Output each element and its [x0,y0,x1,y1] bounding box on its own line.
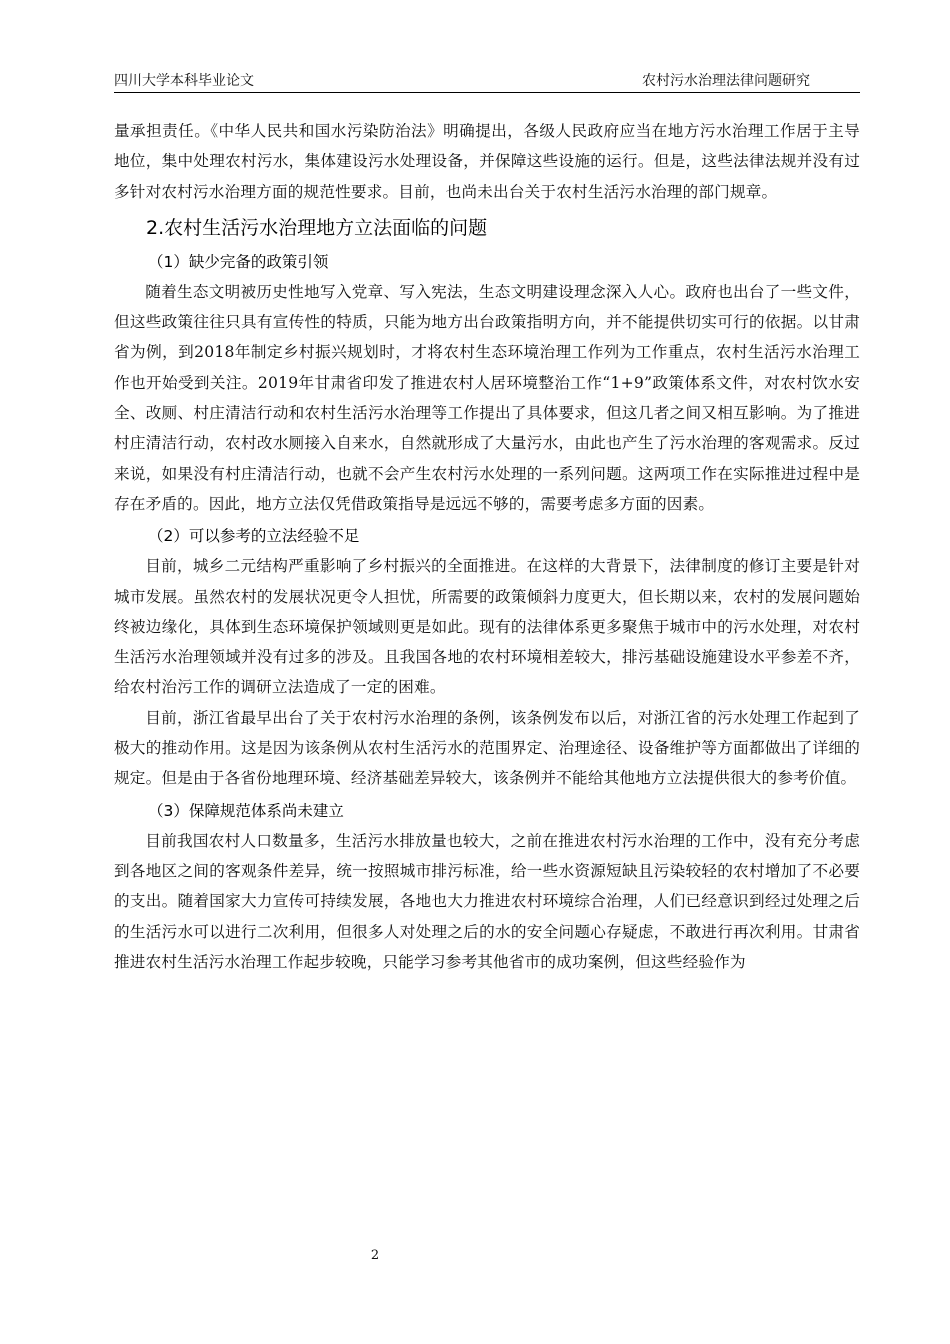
subheading-1: （1）缺少完备的政策引领 [148,252,329,271]
paragraph-4: 目前，浙江省最早出台了关于农村污水治理的条例，该条例发布以后，对浙江省的污水处理工作起到了极大的推动作用。这是因为该条例从农村生活污水的范围界定、治理途径、设备维护等方面都做出了详细的规定。但是由于各省份地理环境、经济基础差异较大，该条例并不能给其他地方立法提供很大的参考价值。 [114,708,860,788]
paragraph-2: 随着生态文明被历史性地写入党章、写入宪法，生态文明建设理念深入人心。政府也出台了一些文件，但这些政策往往只具有宣传性的特质，只能为地方出台政策指明方向，并不能提供切实可行的依据。以甘肃省为例，到2018年制定乡村振兴规划时，才将农村生态环境治理工作列为工作重点，农村生活污水治理工作也开始受到关注。2019年甘肃省印发了推进农村人居环境整治工作“1+9”政策体系文件，对农村饮水安全、改厕、村庄清洁行动和农村生活污水治理等工作提出了具体要求，但这几者之间又相互影响。为了推进村庄清洁行动，农村改水厕接入自来水，自然就形成了大量污水，由此也产生了污水治理的客观需求。反过来说，如果没有村庄清洁行动，也就不会产生农村污水处理的一系列问题。这两项工作在实际推进过程中是存在矛盾的。因此，地方立法仅凭借政策指导是远远不够的，需要考虑多方面的因素。 [114,282,860,513]
paragraph-5: 目前我国农村人口数量多，生活污水排放量也较大，之前在推进农村污水治理的工作中，没有充分考虑到各地区之间的客观条件差异，统一按照城市排污标准，给一些水资源短缺且污染较轻的农村增加了不必要的支出。随着国家大力宣传可持续发展，各地也大力推进农村环境综合治理，人们已经意识到经过处理之后的生活污水可以进行二次利用，但很多人对处理之后的水的安全问题心存疑虑，不敢进行再次利用。甘肃省推进农村生活污水治理工作起步较晚，只能学习参考其他省市的成功案例，但这些经验作为 [114,831,860,971]
subheading-2: （2）可以参考的立法经验不足 [148,527,360,546]
page-number: 2 [370,1248,380,1263]
paragraph-1: 量承担责任。《中华人民共和国水污染防治法》明确提出，各级人民政府应当在地方污水治理工作居于主导地位，集中处理农村污水，集体建设污水处理设备，并保障这些设施的运行。但是，这些法律法规并没有过多针对农村污水治理方面的规范性要求。目前，也尚未出台关于农村生活污水治理的部门规章。 [114,122,860,201]
header-thesis-title: 农村污水治理法律问题研究 [642,73,810,89]
section-heading: 2.农村生活污水治理地方立法面临的问题 [146,216,488,239]
subheading-3: （3）保障规范体系尚未建立 [148,801,344,820]
paragraph-3: 目前，城乡二元结构严重影响了乡村振兴的全面推进。在这样的大背景下，法律制度的修订主要是针对城市发展。虽然农村的发展状况更令人担忧，所需要的政策倾斜力度更大，但长期以来，农村的发展问题始终被边缘化，具体到生态环境保护领域则更是如此。现有的法律体系更多聚焦于城市中的污水处理，对农村生活污水治理领域并没有过多的涉及。且我国各地的农村环境相差较大，排污基础设施建设水平参差不齐，给农村治污工作的调研立法造成了一定的困难。 [114,557,860,697]
header-thesis-label: 四川大学本科毕业论文 [114,73,254,89]
body-content [114,116,860,977]
page-header [114,70,860,93]
